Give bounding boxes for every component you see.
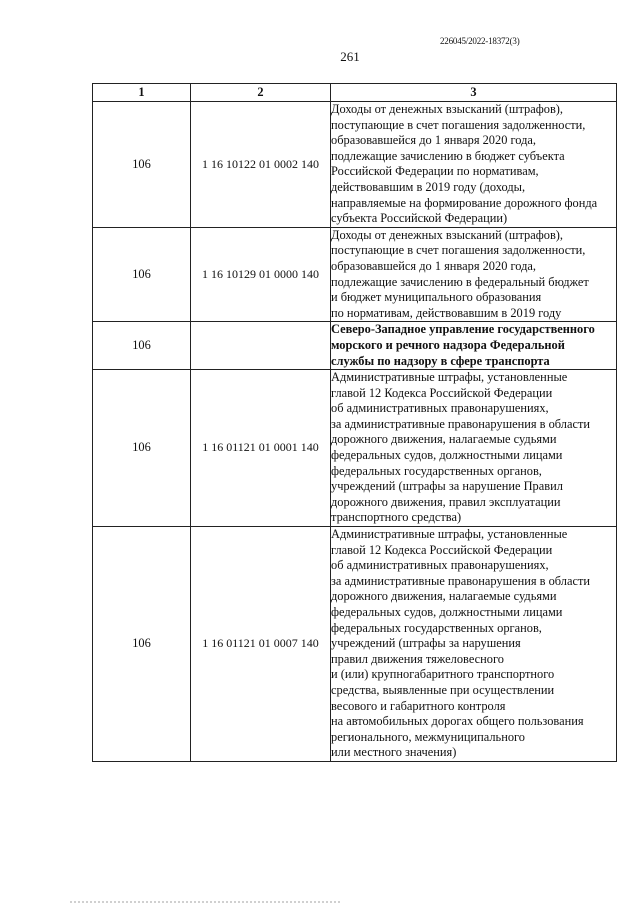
admin-code-cell: 106: [93, 527, 191, 762]
revenue-description-cell: [331, 370, 617, 527]
description-line: федеральных судов, должностными лицами: [331, 605, 563, 619]
description-line: или местного значения): [331, 745, 457, 760]
budget-classification-code-cell: 1 16 10122 01 0002 140: [191, 102, 331, 228]
description-line: дорожного движения, налагаемые судьями: [331, 589, 557, 604]
description-line: на автомобильных дорогах общего пользования: [331, 714, 584, 729]
description-line: подлежащие зачислению в федеральный бюджет: [331, 274, 589, 289]
description-line: об административных правонарушениях,: [331, 558, 549, 573]
column-header-3: 3: [331, 84, 617, 102]
description-line: субъекта Российской Федерации): [331, 211, 508, 226]
description-line: федеральных государственных органов,: [331, 620, 542, 635]
admin-code-cell: 106: [93, 227, 191, 322]
description-line: образовавшейся до 1 января 2020 года,: [331, 133, 537, 148]
budget-codes-table: [92, 83, 617, 762]
table-row: [93, 102, 617, 228]
description-line: по нормативам, действовавшим в 2019 году: [331, 305, 562, 320]
description-line: главой 12 Кодекса Российской Федерации: [331, 542, 553, 557]
budget-classification-code-cell: 1 16 10129 01 0000 140: [191, 227, 331, 322]
budget-classification-code-cell: [191, 322, 331, 370]
description-line: правил движения тяжеловесного: [331, 651, 504, 666]
admin-code-cell: 106: [93, 322, 191, 370]
description-line: направляемые на формирование дорожного фонда: [331, 195, 598, 210]
revenue-description-cell: [331, 102, 617, 228]
description-line: поступающие в счет погашения задолженности,: [331, 243, 586, 258]
description-line: и бюджет муниципального образования: [331, 290, 542, 305]
table-body: [93, 102, 617, 762]
page-number: 261: [340, 49, 360, 64]
description-line: за административные правонарушения в области: [331, 416, 591, 431]
description-line: весового и габаритного контроля: [331, 698, 506, 713]
description-line: и (или) крупногабаритного транспортного: [331, 667, 555, 682]
description-line: Административные штрафы, установленные: [331, 527, 568, 542]
scan-artifact: [70, 897, 340, 903]
revenue-description-cell: [331, 527, 617, 762]
description-line: за административные правонарушения в области: [331, 573, 591, 588]
description-line: Российской Федерации по нормативам,: [331, 164, 539, 179]
description-line: Доходы от денежных взысканий (штрафов),: [331, 102, 564, 116]
table-row: [93, 527, 617, 762]
document-registration-number: 226045/2022-18372(3): [440, 36, 520, 46]
description-line: об административных правонарушениях,: [331, 401, 549, 416]
admin-code-cell: 106: [93, 370, 191, 527]
table-row: [93, 370, 617, 527]
description-line: службы по надзору в сфере транспорта: [331, 353, 550, 368]
description-line: федеральных судов, должностными лицами: [331, 448, 563, 463]
description-line: средства, выявленные при осуществлении: [331, 682, 555, 697]
description-line: регионального, межмуниципального: [331, 729, 525, 744]
table-row: [93, 322, 617, 370]
description-line: Доходы от денежных взысканий (штрафов),: [331, 227, 564, 242]
budget-classification-code-cell: 1 16 01121 01 0007 140: [191, 527, 331, 762]
description-line: Административные штрафы, установленные: [331, 370, 568, 385]
description-line: учреждений (штрафы за нарушение Правил: [331, 479, 563, 494]
description-line: действовавшим в 2019 году (доходы,: [331, 179, 526, 194]
column-header-1: 1: [93, 84, 191, 102]
column-header-2: 2: [191, 84, 331, 102]
admin-code-cell: 106: [93, 102, 191, 228]
description-line: федеральных государственных органов,: [331, 463, 542, 478]
description-line: учреждений (штрафы за нарушения: [331, 636, 521, 651]
revenue-description-cell: [331, 227, 617, 322]
table-row: [93, 227, 617, 322]
description-line: дорожного движения, налагаемые судьями: [331, 432, 557, 447]
description-line: транспортного средства): [331, 510, 462, 525]
description-line: главой 12 Кодекса Российской Федерации: [331, 385, 553, 400]
budget-classification-code-cell: 1 16 01121 01 0001 140: [191, 370, 331, 527]
description-line: подлежащие зачислению в бюджет субъекта: [331, 148, 565, 163]
description-line: морского и речного надзора Федеральной: [331, 337, 565, 352]
table-header-row: [93, 84, 617, 102]
description-line: Северо-Западное управление государственного: [331, 322, 595, 337]
description-line: поступающие в счет погашения задолженности,: [331, 117, 586, 132]
description-line: образовавшейся до 1 января 2020 года,: [331, 258, 537, 273]
revenue-description-cell: [331, 322, 617, 370]
description-line: дорожного движения, правил эксплуатации: [331, 494, 561, 509]
